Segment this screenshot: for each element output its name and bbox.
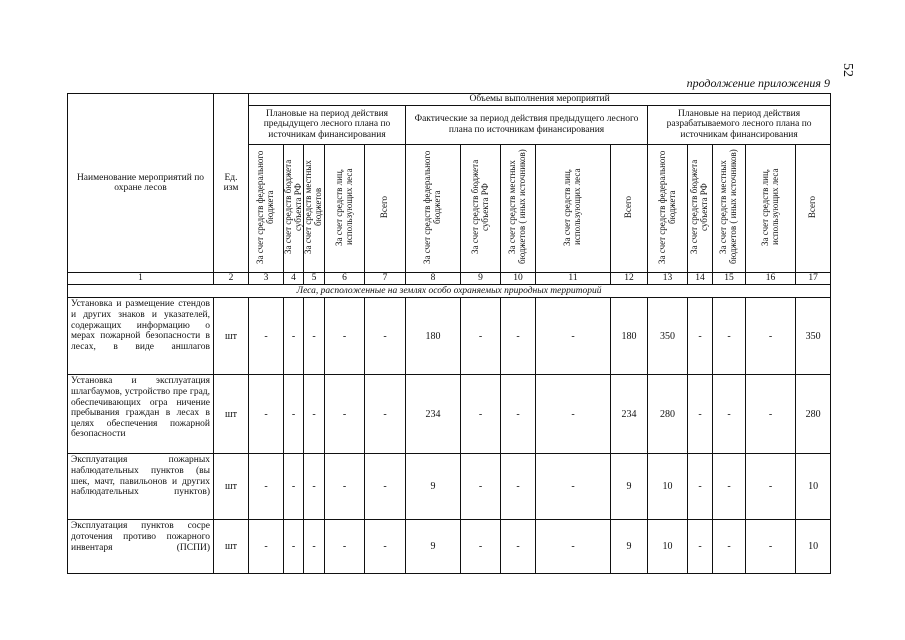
table-row — [68, 298, 831, 375]
value-cell: - — [304, 298, 325, 375]
column-number: 4 — [284, 273, 304, 285]
header-subcol-label: Всего — [379, 195, 390, 218]
header-subcol-label: Всего — [623, 195, 634, 218]
header-subcol-label: За счет средств бюджета субъекта РФ — [283, 159, 303, 254]
value-cell: - — [365, 454, 406, 520]
column-number: 14 — [688, 273, 713, 285]
value-cell: - — [688, 520, 713, 574]
header-subcol-17 — [796, 144, 831, 273]
header-subcol-label: За счет средств местных бюджетов ( иных источников) — [718, 149, 738, 264]
unit-cell: шт — [214, 375, 249, 454]
column-number: 7 — [365, 273, 406, 285]
table-row — [68, 375, 831, 454]
table-row — [68, 520, 831, 574]
header-group-actual-previous: Фактические за период действия предыдущего лесного плана по источникам финансирования — [406, 105, 648, 144]
column-number: 15 — [713, 273, 746, 285]
value-cell: 10 — [648, 454, 688, 520]
header-volumes-title: Объемы выполнения мероприятий — [249, 94, 831, 106]
header-subcol-label: За счет средств местных бюджетов — [303, 159, 323, 254]
value-cell: - — [713, 520, 746, 574]
value-cell: - — [284, 298, 304, 375]
header-subcol-9 — [461, 144, 501, 273]
header-subcol-14 — [688, 144, 713, 273]
value-cell: 350 — [796, 298, 831, 375]
page-number: 52 — [840, 63, 855, 77]
continuation-label: продолжение приложения 9 — [686, 76, 830, 90]
header-group-planned-previous: Плановые на период действия предыдущего лесного плана по источникам финансирования — [249, 105, 406, 144]
value-cell: - — [365, 375, 406, 454]
value-cell: - — [746, 520, 796, 574]
header-subcol-6 — [325, 144, 365, 273]
value-cell: - — [746, 454, 796, 520]
header-subcol-label: За счет средств федерального бюджета — [255, 149, 275, 264]
forest-protection-table — [67, 93, 831, 574]
table-row — [68, 454, 831, 520]
value-cell: - — [325, 520, 365, 574]
header-subcol-label: За счет средств лиц, использующих леса — [562, 168, 582, 246]
header-subcol-label: Всего — [807, 195, 818, 218]
value-cell: - — [536, 520, 611, 574]
column-number: 12 — [611, 273, 648, 285]
value-cell: - — [365, 298, 406, 375]
value-cell: 10 — [796, 454, 831, 520]
value-cell: - — [304, 375, 325, 454]
column-number: 6 — [325, 273, 365, 285]
header-group-planned-new: Плановые на период действия разрабатываемого лесного плана по источникам финансирования — [648, 105, 831, 144]
value-cell: - — [461, 375, 501, 454]
value-cell: - — [713, 375, 746, 454]
value-cell: 10 — [648, 520, 688, 574]
value-cell: 350 — [648, 298, 688, 375]
activity-name: Установка и размещение стендов и других знаков и указателей, содержащих информацию о мерах пожарной безопасности в лесах, в виде аншлагов — [68, 298, 214, 375]
value-cell: - — [365, 520, 406, 574]
value-cell: - — [713, 298, 746, 375]
header-subcol-label: За счет средств бюджета субъекта РФ — [469, 159, 490, 254]
value-cell: 280 — [796, 375, 831, 454]
value-cell: - — [536, 298, 611, 375]
header-subcol-4 — [284, 144, 304, 273]
header-subcol-7 — [365, 144, 406, 273]
value-cell: - — [688, 375, 713, 454]
column-number: 3 — [249, 273, 284, 285]
activity-name: Установка и эксплуатация шлагбаумов, устройство пре град, обеспечивающих огра ничение пребывания граждан в лесах в целях обеспечения пожарной безопасности — [68, 375, 214, 454]
value-cell: - — [249, 298, 284, 375]
value-cell: - — [536, 375, 611, 454]
value-cell: 9 — [406, 454, 461, 520]
header-subcol-8 — [406, 144, 461, 273]
value-cell: 234 — [611, 375, 648, 454]
header-subcol-label: За счет средств лиц, использующих леса — [759, 168, 780, 246]
header-subcol-16 — [746, 144, 796, 273]
header-subcol-label: За счет средств федерального бюджета — [422, 149, 442, 264]
value-cell: - — [461, 520, 501, 574]
value-cell: - — [501, 454, 536, 520]
value-cell: 10 — [796, 520, 831, 574]
value-cell: - — [713, 454, 746, 520]
header-unit-column: Ед. изм — [214, 94, 249, 273]
section-title: Леса, расположенные на землях особо охраняемых природных территорий — [68, 285, 831, 298]
column-number: 11 — [536, 273, 611, 285]
header-name-column: Наименование мероприятий по охране лесов — [68, 94, 214, 273]
value-cell: - — [325, 298, 365, 375]
unit-cell: шт — [214, 454, 249, 520]
header-subcol-15 — [713, 144, 746, 273]
column-number: 9 — [461, 273, 501, 285]
column-number: 2 — [214, 273, 249, 285]
value-cell: - — [461, 298, 501, 375]
value-cell: - — [249, 520, 284, 574]
activity-name: Эксплуатация пожарных наблюдательных пунктов (вы шек, мачт, павильонов и других наблюдательных пунктов) — [68, 454, 214, 520]
column-number: 1 — [68, 273, 214, 285]
header-subcol-12 — [611, 144, 648, 273]
value-cell: - — [501, 298, 536, 375]
value-cell: 9 — [611, 454, 648, 520]
header-subcol-10 — [501, 144, 536, 273]
value-cell: - — [249, 454, 284, 520]
column-number: 17 — [796, 273, 831, 285]
value-cell: - — [284, 375, 304, 454]
header-subcol-13 — [648, 144, 688, 273]
value-cell: - — [249, 375, 284, 454]
value-cell: - — [461, 454, 501, 520]
header-subcol-label: За счет средств бюджета субъекта РФ — [689, 159, 709, 254]
column-number: 10 — [501, 273, 536, 285]
header-subcol-label: За счет средств федерального бюджета — [656, 149, 677, 264]
value-cell: 234 — [406, 375, 461, 454]
value-cell: 180 — [406, 298, 461, 375]
header-subcol-3 — [249, 144, 284, 273]
value-cell: - — [304, 520, 325, 574]
value-cell: 9 — [611, 520, 648, 574]
header-subcol-label: За счет средств местных бюджетов ( иных источников) — [507, 149, 527, 264]
unit-cell: шт — [214, 520, 249, 574]
value-cell: - — [284, 520, 304, 574]
value-cell: - — [325, 375, 365, 454]
column-number: 16 — [746, 273, 796, 285]
value-cell: - — [501, 375, 536, 454]
value-cell: - — [284, 454, 304, 520]
value-cell: - — [536, 454, 611, 520]
value-cell: 9 — [406, 520, 461, 574]
activity-name: Эксплуатация пунктов сосре доточения противо пожарного инвентаря (ПСПИ) — [68, 520, 214, 574]
value-cell: - — [304, 454, 325, 520]
value-cell: - — [501, 520, 536, 574]
unit-cell: шт — [214, 298, 249, 375]
value-cell: - — [688, 454, 713, 520]
value-cell: 180 — [611, 298, 648, 375]
value-cell: - — [746, 298, 796, 375]
value-cell: - — [325, 454, 365, 520]
header-subcol-5 — [304, 144, 325, 273]
header-subcol-11 — [536, 144, 611, 273]
header-subcol-label: За счет средств лиц, использующих леса — [333, 168, 354, 246]
column-number: 5 — [304, 273, 325, 285]
value-cell: 280 — [648, 375, 688, 454]
column-number: 13 — [648, 273, 688, 285]
column-number: 8 — [406, 273, 461, 285]
value-cell: - — [746, 375, 796, 454]
value-cell: - — [688, 298, 713, 375]
